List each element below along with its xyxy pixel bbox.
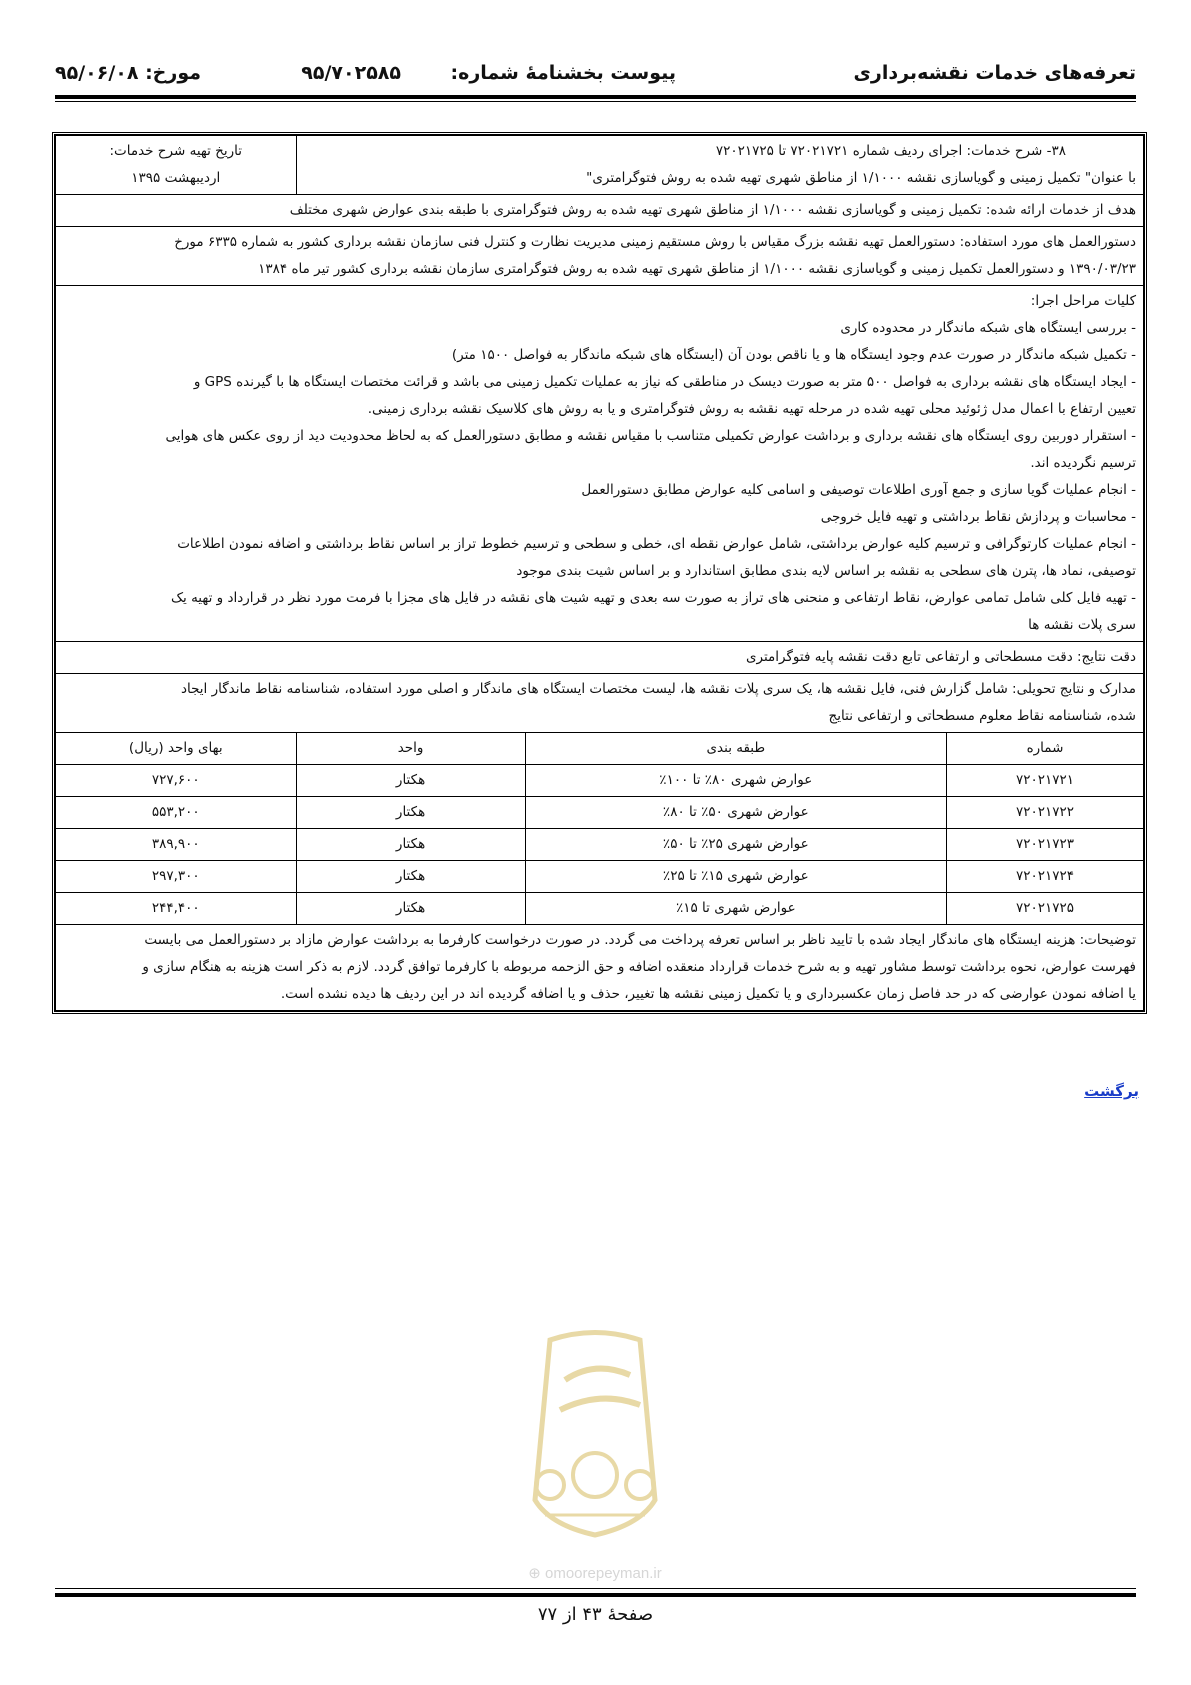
row-price: ۳۸۹,۹۰۰ — [56, 829, 297, 861]
instructions-line2: ۱۳۹۰/۰۳/۲۳ و دستورالعمل تکمیل زمینی و گویاسازی نقشه ۱/۱۰۰۰ از مناطق شهری تهیه شده به روش فتوگرامتری سازمان نقشه برداری کشور تیر ماه ۱۳۸۴ — [258, 261, 1136, 277]
row-unit: هکتار — [296, 765, 525, 797]
table-row — [56, 797, 1144, 829]
deliverables-row — [56, 674, 1144, 733]
deliverables-cell — [56, 674, 1144, 733]
instructions-cell — [56, 227, 1144, 286]
service-description-table — [52, 132, 1147, 1014]
row-unit: هکتار — [296, 861, 525, 893]
row-unit: هکتار — [296, 797, 525, 829]
table-row — [56, 765, 1144, 797]
row-category: عوارض شهری ۵۰٪ تا ۸۰٪ — [525, 797, 946, 829]
header-rule-thin — [55, 101, 1136, 102]
row-category: عوارض شهری ۸۰٪ تا ۱۰۰٪ — [525, 765, 946, 797]
step-line: - انجام عملیات کارتوگرافی و ترسیم کلیه عوارض برداشتی، شامل عوارض نقطه ای، خطی و سطحی و ترسیم خطوط تراز بر اساس نقاط برداشتی و اضافه نمودن اطلاعات — [177, 536, 1136, 552]
service-description-cell — [296, 136, 1143, 195]
header-rule-thick — [55, 95, 1136, 99]
table-row — [56, 829, 1144, 861]
header-number: شماره — [947, 733, 1144, 765]
back-link[interactable]: برگشت — [1084, 1082, 1139, 1100]
steps-row — [56, 286, 1144, 642]
footer-rule-thick — [55, 1593, 1136, 1597]
prep-date-value: اردیبهشت ۱۳۹۵ — [131, 170, 221, 186]
footer-rule-thin — [55, 1588, 1136, 1589]
service-description-line1: ۳۸- شرح خدمات: اجرای ردیف شماره ۷۲۰۲۱۷۲۱ تا ۷۲۰۲۱۷۲۵ — [715, 143, 1066, 159]
watermark-logo — [490, 1320, 700, 1600]
prep-date-cell — [56, 136, 297, 195]
header-unit: واحد — [296, 733, 525, 765]
prep-date-label: تاریخ تهیه شرح خدمات: — [109, 143, 243, 159]
goal-text: هدف از خدمات ارائه شده: تکمیل زمینی و گویاسازی نقشه ۱/۱۰۰۰ از مناطق شهری تهیه شده به روش فتوگرامتری با طبقه بندی عوارض شهری مختلف — [56, 195, 1144, 227]
row-price: ۲۹۷,۳۰۰ — [56, 861, 297, 893]
row-number: ۷۲۰۲۱۷۲۴ — [947, 861, 1144, 893]
steps-title: کلیات مراحل اجرا: — [1030, 293, 1136, 309]
deliverables-line1: مدارک و نتایج تحویلی: شامل گزارش فنی، فایل نقشه ها، یک سری پلات نقشه ها، لیست مختصات ایستگاه های ماندگار و اصلی مورد استفاده، شناسنامه نقاط ماندگار ایجاد — [180, 681, 1136, 697]
notes-line: فهرست عوارض، نحوه برداشت توسط مشاور تهیه و به شرح خدمات قرارداد منعقده اضافه و حق الزحمه مربوطه با کارفرما توافق گردد. لازم به ذکر است هزینه به هنگام سازی و — [142, 959, 1136, 975]
step-line: - محاسبات و پردازش نقاط برداشتی و تهیه فایل خروجی — [820, 509, 1136, 525]
step-line: - تکمیل شبکه ماندگار در صورت عدم وجود ایستگاه ها و یا ناقص بودن آن (ایستگاه های شبکه ماندگار به فواصل ۱۵۰۰ متر) — [451, 347, 1136, 363]
step-line: ترسیم نگردیده اند. — [1030, 455, 1136, 471]
row-price: ۵۵۳,۲۰۰ — [56, 797, 297, 829]
table-row — [56, 861, 1144, 893]
row-category: عوارض شهری ۲۵٪ تا ۵۰٪ — [525, 829, 946, 861]
instructions-line1: دستورالعمل های مورد استفاده: دستورالعمل تهیه نقشه بزرگ مقیاس با روش مستقیم زمینی مدیریت نظارت و کنترل فنی سازمان نقشه برداری کشور به شماره ۶۳۳۵ مورخ — [174, 234, 1136, 250]
deliverables-line2: شده، شناسنامه نقاط معلوم مسطحاتی و ارتفاعی نتایج — [828, 708, 1136, 724]
price-table-header — [56, 733, 1144, 765]
watermark-text: ⊕ omoorepeyman.ir — [528, 1565, 662, 1582]
notes-line: توضیحات: هزینه ایستگاه های ماندگار ایجاد شده با تایید ناظر بر اساس تعرفه پرداخت می گردد. در صورت درخواست کارفرما به برداشت عوارض مازاد بر دستورالعمل می بایست — [144, 932, 1136, 948]
row-number: ۷۲۰۲۱۷۲۱ — [947, 765, 1144, 797]
circular-reference-label: پیوست بخشنامهٔ شماره: — [450, 62, 676, 84]
row-category: عوارض شهری ۱۵٪ تا ۲۵٪ — [525, 861, 946, 893]
service-title-row — [56, 136, 1144, 195]
row-number: ۷۲۰۲۱۷۲۲ — [947, 797, 1144, 829]
row-number: ۷۲۰۲۱۷۲۵ — [947, 893, 1144, 925]
watermark-seal — [535, 1333, 655, 1536]
service-description-line2: با عنوان" تکمیل زمینی و گویاسازی نقشه ۱/۱۰۰۰ از مناطق شهری تهیه شده به روش فتوگرامتری" — [586, 170, 1136, 186]
document-title: تعرفه‌های خدمات نقشه‌برداری — [853, 62, 1136, 84]
circular-number: ۹۵/۷۰۲۵۸۵ — [301, 62, 401, 84]
goal-row — [56, 195, 1144, 227]
steps-cell — [56, 286, 1144, 642]
instructions-row — [56, 227, 1144, 286]
notes-line: یا اضافه نمودن عوارضی که در حد فاصل زمان عکسبرداری و یا تکمیل زمینی نقشه ها تغییر، حذف و یا اضافه گردیده اند در این ردیف ها دیده نشده است. — [280, 986, 1136, 1002]
accuracy-row — [56, 642, 1144, 674]
row-category: عوارض شهری تا ۱۵٪ — [525, 893, 946, 925]
circular-date: مورخ: ۹۵/۰۶/۰۸ — [55, 62, 201, 84]
header-price: بهای واحد (ریال) — [56, 733, 297, 765]
header-category: طبقه بندی — [525, 733, 946, 765]
page-header — [55, 58, 1136, 92]
step-line: - استقرار دوربین روی ایستگاه های نقشه برداری و برداشت عوارض تکمیلی متناسب با مقیاس نقشه و مطابق دستورالعمل که به لحاظ محدودیت دید از روی عکس های هوایی — [165, 428, 1136, 444]
step-line: - ایجاد ایستگاه های نقشه برداری به فواصل ۵۰۰ متر به صورت دیسک در مناطقی که نیاز به عملیات تکمیل زمینی می باشد و قرائت مختصات ایستگاه ها با گیرنده GPS و — [193, 374, 1136, 390]
accuracy-text: دقت نتایج: دقت مسطحاتی و ارتفاعی تابع دقت نقشه پایه فتوگرامتری — [56, 642, 1144, 674]
step-line: توصیفی، نماد ها، پترن های سطحی به نقشه بر اساس لایه بندی مطابق استاندارد و بر اساس شیت بندی موجود — [516, 563, 1136, 579]
table-row — [56, 893, 1144, 925]
step-line: - بررسی ایستگاه های شبکه ماندگار در محدوده کاری — [840, 320, 1136, 336]
step-line: تعیین ارتفاع با اعمال مدل ژئوئید محلی تهیه شده در مرحله تهیه نقشه به روش فتوگرامتری و یا به روش های کلاسیک نقشه برداری زمینی. — [367, 401, 1136, 417]
notes-cell — [56, 925, 1144, 1011]
row-unit: هکتار — [296, 893, 525, 925]
step-line: سری پلات نقشه ها — [1028, 617, 1136, 633]
row-number: ۷۲۰۲۱۷۲۳ — [947, 829, 1144, 861]
notes-row — [56, 925, 1144, 1011]
step-line: - انجام عملیات گویا سازی و جمع آوری اطلاعات توصیفی و اسامی کلیه عوارض مطابق دستورالعمل — [581, 482, 1136, 498]
page-number: صفحهٔ ۴۳ از ۷۷ — [537, 1604, 654, 1625]
row-price: ۲۴۴,۴۰۰ — [56, 893, 297, 925]
row-unit: هکتار — [296, 829, 525, 861]
row-price: ۷۲۷,۶۰۰ — [56, 765, 297, 797]
step-line: - تهیه فایل کلی شامل تمامی عوارض، نقاط ارتفاعی و منحنی های تراز به صورت سه بعدی و تهیه شیت های نقشه در فایل های مجزا با فرمت مورد نظر در قرارداد و تهیه یک — [170, 590, 1136, 606]
